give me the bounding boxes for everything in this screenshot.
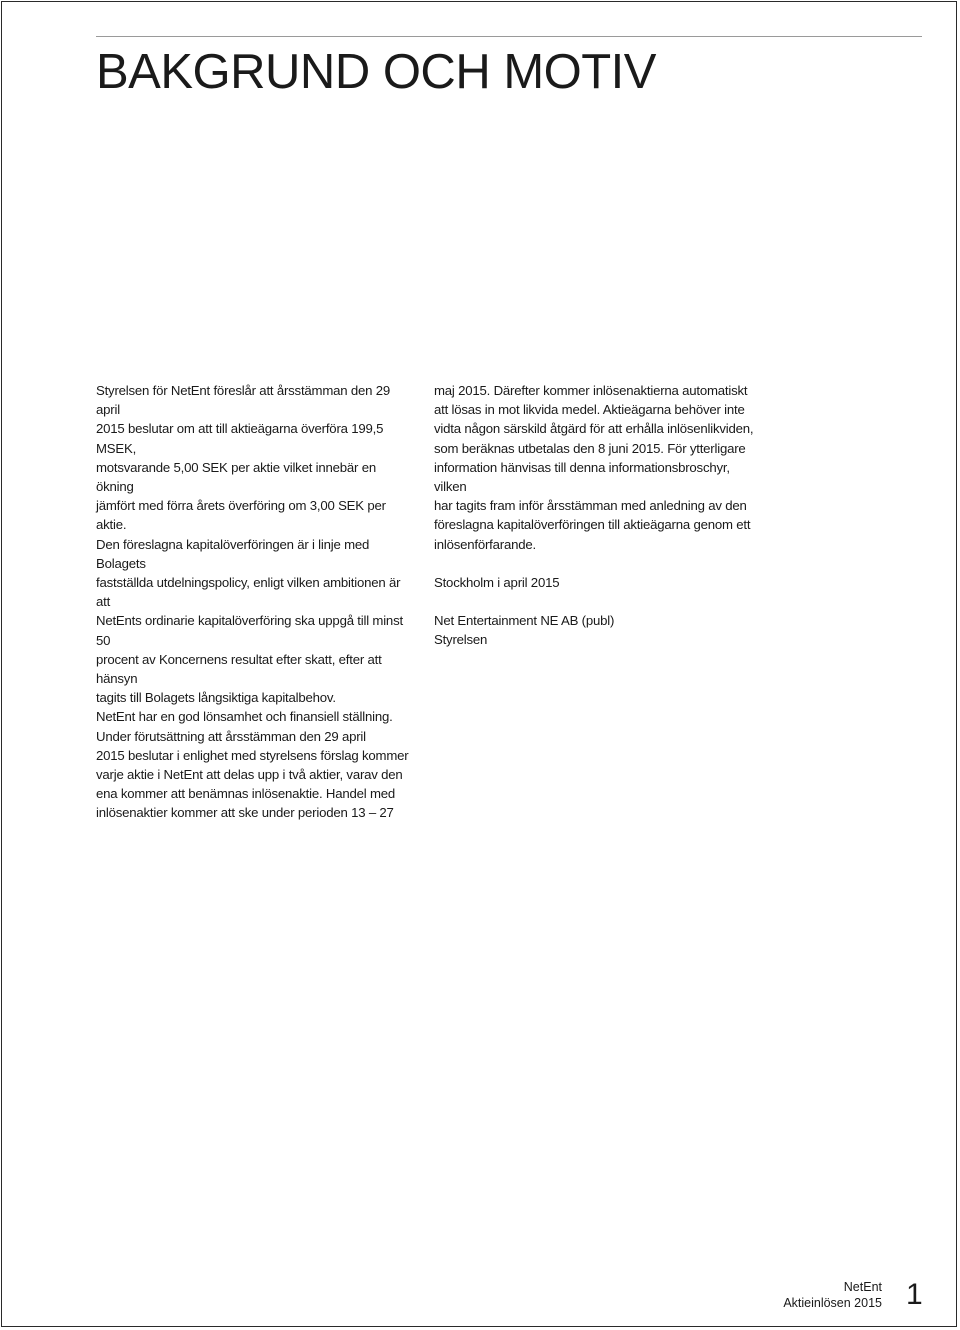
place-date: Stockholm i april 2015 xyxy=(434,574,560,590)
top-rule xyxy=(96,36,922,37)
page-title: BAKGRUND OCH MOTIV xyxy=(96,45,656,99)
paragraph-financial-position: NetEnt har en god lönsamhet och finansiell ställning. xyxy=(96,709,393,725)
paragraph-redemption: maj 2015. Därefter kommer inlösenaktierna automatiskt att lösas in mot likvida medel. Aktieägarna behöver inte vidta någon särskild åtgärd för att erhålla inlösenlikviden, som beräknas utbetalas den 8 juni 2015. För ytterligare information hänvisas till denna informationsbroschyr, vilken har tagits fram inför årsstämman med anledning av den föreslagna kapitalöverföringen till aktieägarna genom ett inlösenförfarande. xyxy=(434,383,754,552)
signature-board: Styrelsen xyxy=(434,632,488,648)
spacer xyxy=(434,592,764,611)
footer-company: NetEnt xyxy=(843,1280,882,1294)
paragraph-dividend-policy: Den föreslagna kapitalöverföringen är i linje med Bolagets fastställda utdelningspolicy, enligt vilken ambitionen är att NetEnts ordinarie kapitalöverföring ska uppgå till minst 50 procent av Koncernens resultat efter skatt, efter att hänsyn tagits till Bolagets långsiktiga kapitalbehov. xyxy=(96,536,403,706)
paragraph-proposal: Styrelsen för NetEnt föreslår att årsstämman den 29 april 2015 beslutar om att till aktieägarna överföra 199,5 MSEK, motsvarande 5,00 SEK per aktie vilket innebär en ökning jämfört med förra årets överföring om 3,00 SEK per aktie. xyxy=(96,383,390,533)
spacer xyxy=(434,554,764,573)
right-column xyxy=(434,381,764,649)
paragraph-share-split: Under förutsättning att årsstämman den 29 april 2015 beslutar i enlighet med styrelsens förslag kommer varje aktie i NetEnt att delas upp i två aktier, varav den ena kommer att benämnas inlösenaktie. Handel med inlösenaktier kommer att ske under perioden 13 – 27 xyxy=(96,728,409,821)
footer-document-title: Aktieinlösen 2015 xyxy=(783,1296,882,1310)
signature-company: Net Entertainment NE AB (publ) xyxy=(434,613,615,629)
left-column xyxy=(96,381,414,823)
page-number: 1 xyxy=(906,1278,923,1311)
